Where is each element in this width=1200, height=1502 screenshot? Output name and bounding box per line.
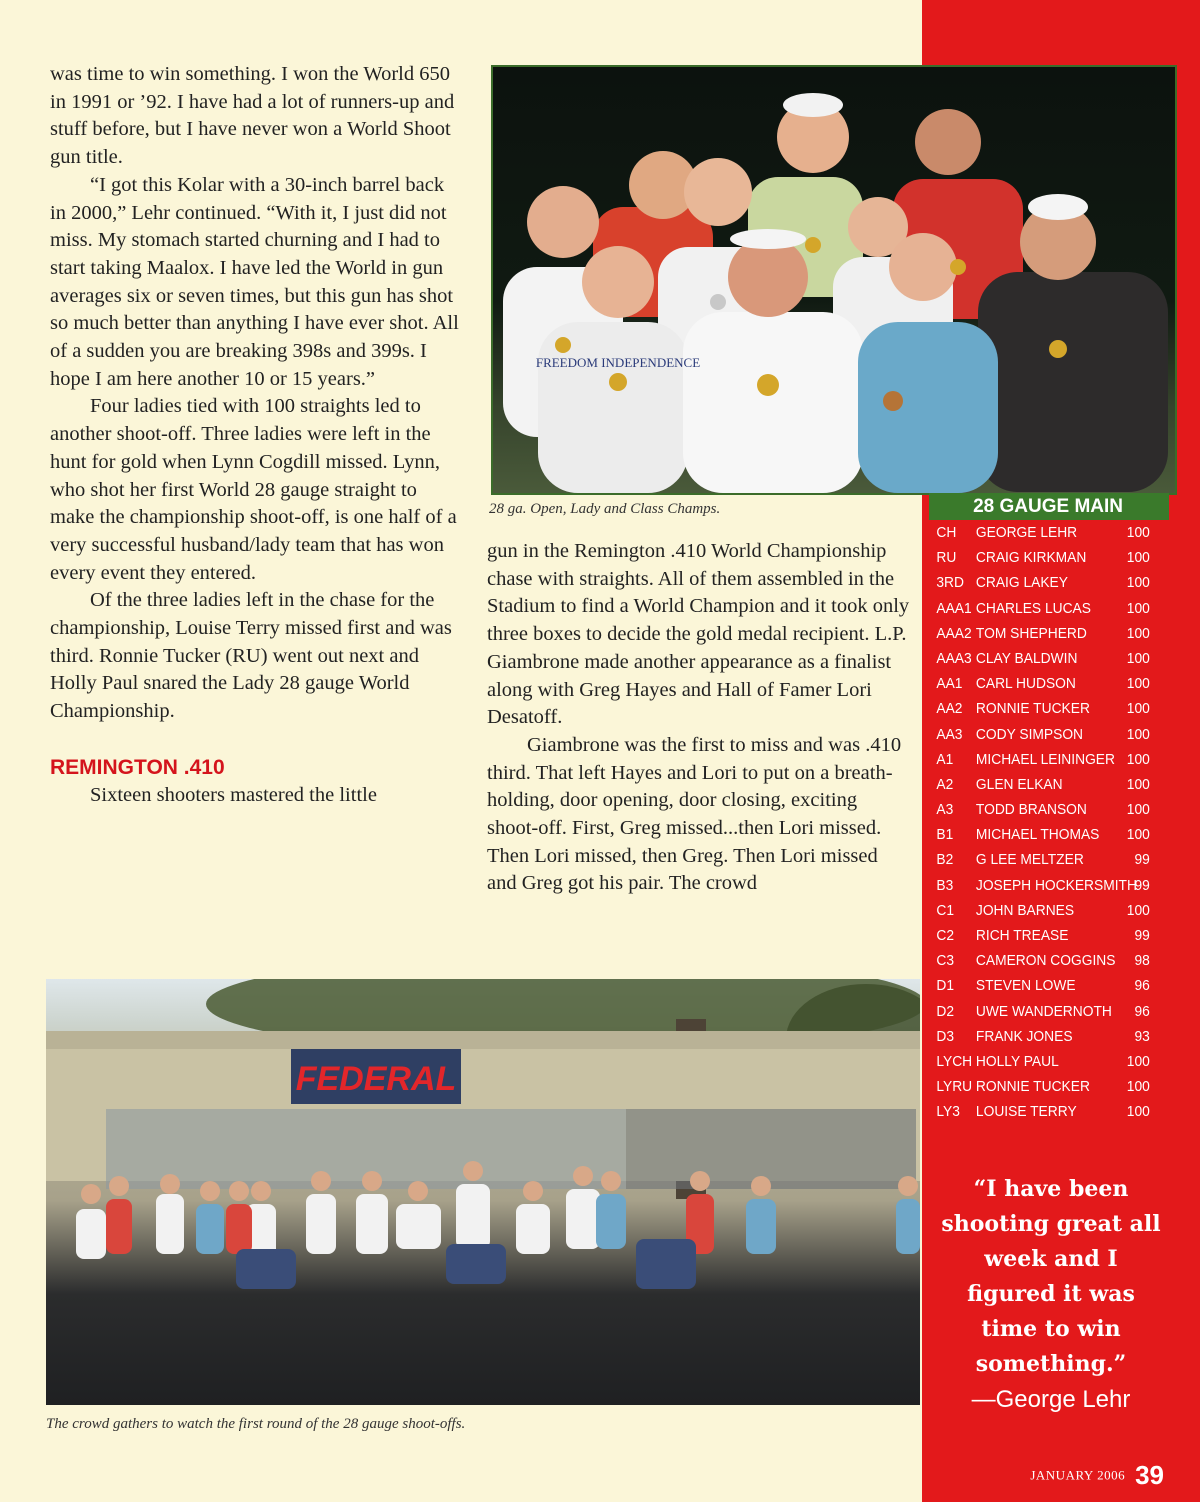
- score: 100: [1126, 725, 1150, 743]
- photo-caption-bottom: The crowd gathers to watch the first round of the 28 gauge shoot-offs.: [46, 1416, 466, 1432]
- class-code: C3: [936, 952, 955, 970]
- table-row: [929, 847, 1150, 872]
- pull-quote-attribution: —George Lehr: [971, 1386, 1131, 1413]
- score: 100: [1126, 574, 1150, 592]
- shooter-name: G LEE MELTZER: [975, 851, 1084, 869]
- results-title: 28 GAUGE MAIN: [929, 493, 1169, 520]
- pull-quote: [940, 1172, 1162, 1417]
- table-row: [929, 797, 1150, 822]
- class-code: AAA1: [936, 599, 972, 617]
- shooter-name: CODY SIMPSON: [975, 725, 1084, 743]
- class-code: 3RD: [936, 574, 964, 592]
- class-code: AA2: [936, 700, 963, 718]
- class-code: B2: [936, 851, 954, 869]
- score: 100: [1126, 801, 1150, 819]
- shooter-name: MICHAEL LEININGER: [975, 750, 1115, 768]
- article-paragraph: “I got this Kolar with a 30-inch barrel back in 2000,” Lehr continued. “With it, I just did not miss. My stomach started churning and I had to start taking Maalox. I have led the World in gun averages six or seven times, but this gun has shot so much better than anything I have ever shot. All of a sudden you are breaking 398s and 399s. I hope I am here another 10 or 15 years.”: [50, 173, 459, 390]
- shooter-name: CRAIG LAKEY: [975, 574, 1068, 592]
- article-paragraph: Of the three ladies left in the chase for the championship, Louise Terry missed first and was third. Ronnie Tucker (RU) went out next and Holly Paul snared the Lady 28 gauge World Championship.: [50, 589, 452, 723]
- class-code: B3: [936, 876, 954, 894]
- table-row: [929, 696, 1150, 721]
- shooter-name: FRANK JONES: [975, 1027, 1073, 1045]
- class-code: LYRU: [936, 1078, 973, 1096]
- score: 100: [1126, 901, 1150, 919]
- table-row: [929, 1024, 1150, 1049]
- table-row: [929, 621, 1150, 646]
- page-footer: [1030, 1460, 1164, 1491]
- results-rows: [929, 520, 1169, 1125]
- score: 100: [1126, 549, 1150, 567]
- shooter-name: TOM SHEPHERD: [975, 624, 1087, 642]
- federal-sign: FEDERAL: [295, 1060, 457, 1098]
- class-code: D3: [936, 1027, 955, 1045]
- shooter-name: STEVEN LOWE: [975, 977, 1076, 995]
- article-paragraph: gun in the Remington .410 World Championship chase with straights. All of them assembled in the Stadium to find a World Champion and it took only three boxes to decide the gold medal recipient. L.P. Giambrone made another appearance as a finalist along with Greg Hayes and Hall of Famer Lori Desatoff.: [487, 540, 910, 729]
- class-code: AA3: [936, 725, 963, 743]
- shooter-name: CLAY BALDWIN: [975, 649, 1078, 667]
- pull-quote-text: “I have been shooting great all week and I figured it was time to win something.”: [941, 1176, 1161, 1377]
- score: 99: [1134, 876, 1150, 894]
- score: 93: [1134, 1027, 1150, 1045]
- shirt-text: FREEDOM INDEPENDENCE: [535, 355, 701, 370]
- table-row: [929, 999, 1150, 1024]
- class-code: RU: [936, 549, 957, 567]
- article-paragraph: Four ladies tied with 100 straights led to another shoot-off. Three ladies were left in the hunt for gold when Lynn Cogdill missed. Lynn, who shot her first World 28 gauge straight to make the championship shoot-off, is one half of a very successful husband/lady team that has won every event they entered.: [50, 395, 457, 584]
- champions-illustration: [493, 67, 1175, 493]
- article-column-2: [487, 538, 912, 898]
- class-code: A1: [936, 750, 954, 768]
- table-row: [929, 646, 1150, 671]
- table-row: [929, 520, 1150, 545]
- class-code: A2: [936, 775, 954, 793]
- table-row: [929, 822, 1150, 847]
- shooter-name: RICH TREASE: [975, 927, 1069, 944]
- score: 99: [1134, 927, 1150, 944]
- crowd-illustration: [46, 979, 920, 1405]
- shooter-name: LOUISE TERRY: [975, 1103, 1077, 1121]
- score: 100: [1126, 675, 1150, 693]
- table-row: [929, 722, 1150, 747]
- table-row: [929, 596, 1150, 621]
- class-code: LY3: [936, 1103, 960, 1121]
- class-code: CH: [936, 524, 957, 541]
- table-row: [929, 747, 1150, 772]
- table-row: [929, 923, 1150, 948]
- article-column-1: [50, 61, 462, 810]
- score: 100: [1126, 700, 1150, 718]
- shooter-name: JOHN BARNES: [975, 901, 1075, 919]
- score: 100: [1126, 1052, 1150, 1070]
- shooter-name: CARL HUDSON: [975, 675, 1076, 693]
- class-code: AAA3: [936, 649, 972, 667]
- article-paragraph: Giambrone was the first to miss and was .410 third. That left Hayes and Lori to put on a breath-holding, door opening, door closing, exciting shoot-off. First, Greg missed...then Lori missed. Then Lori missed, then Greg. Then Lori missed and Greg got his pair. The crowd: [487, 733, 902, 895]
- shooter-name: RONNIE TUCKER: [975, 700, 1090, 718]
- shooter-name: RONNIE TUCKER: [975, 1078, 1090, 1096]
- class-code: B1: [936, 826, 954, 844]
- footer-date: JANUARY 2006: [1030, 1467, 1126, 1483]
- score: 98: [1134, 952, 1150, 970]
- table-row: [929, 1074, 1150, 1099]
- table-row: [929, 570, 1150, 595]
- shooter-name: HOLLY PAUL: [975, 1052, 1059, 1070]
- shooter-name: GLEN ELKAN: [975, 775, 1063, 793]
- table-row: [929, 1049, 1150, 1074]
- class-code: AA1: [936, 675, 963, 693]
- score: 99: [1134, 851, 1150, 869]
- page-number: 39: [1135, 1460, 1164, 1490]
- table-row: [929, 898, 1150, 923]
- table-row: [929, 545, 1150, 570]
- score: 100: [1126, 649, 1150, 667]
- shooter-name: CRAIG KIRKMAN: [975, 549, 1087, 567]
- article-paragraph: was time to win something. I won the World 650 in 1991 or ’92. I have had a lot of runners-up and stuff before, but I have never won a World Shoot gun title.: [50, 63, 455, 169]
- table-row: [929, 671, 1150, 696]
- table-row: [929, 948, 1150, 973]
- shooter-name: CHARLES LUCAS: [975, 599, 1091, 617]
- table-row: [929, 873, 1150, 898]
- article-paragraph: Sixteen shooters mastered the little: [90, 783, 377, 806]
- score: 100: [1126, 1078, 1150, 1096]
- score: 96: [1134, 1002, 1150, 1020]
- score: 96: [1134, 977, 1150, 995]
- score: 100: [1126, 524, 1150, 541]
- photo-caption-top: 28 ga. Open, Lady and Class Champs.: [489, 501, 721, 517]
- crowd-photo: [46, 979, 920, 1405]
- class-code: LYCH: [936, 1052, 973, 1070]
- shooter-name: UWE WANDERNOTH: [975, 1002, 1112, 1020]
- class-code: AAA2: [936, 624, 972, 642]
- score: 100: [1126, 624, 1150, 642]
- score: 100: [1126, 750, 1150, 768]
- section-heading: REMINGTON .410: [50, 755, 225, 779]
- table-row: [929, 1099, 1150, 1124]
- class-code: C2: [936, 927, 955, 944]
- shooter-name: JOSEPH HOCKERSMITH: [975, 876, 1137, 894]
- shooter-name: MICHAEL THOMAS: [975, 826, 1100, 844]
- score: 100: [1126, 826, 1150, 844]
- class-code: D1: [936, 977, 955, 995]
- class-code: D2: [936, 1002, 955, 1020]
- results-table: [929, 493, 1169, 1125]
- table-row: [929, 973, 1150, 998]
- shooter-name: GEORGE LEHR: [975, 524, 1078, 541]
- champions-group-photo: [491, 65, 1177, 495]
- table-row: [929, 772, 1150, 797]
- score: 100: [1126, 775, 1150, 793]
- score: 100: [1126, 599, 1150, 617]
- score: 100: [1126, 1103, 1150, 1121]
- shooter-name: CAMERON COGGINS: [975, 952, 1116, 970]
- class-code: C1: [936, 901, 955, 919]
- class-code: A3: [936, 801, 954, 819]
- shooter-name: TODD BRANSON: [975, 801, 1087, 819]
